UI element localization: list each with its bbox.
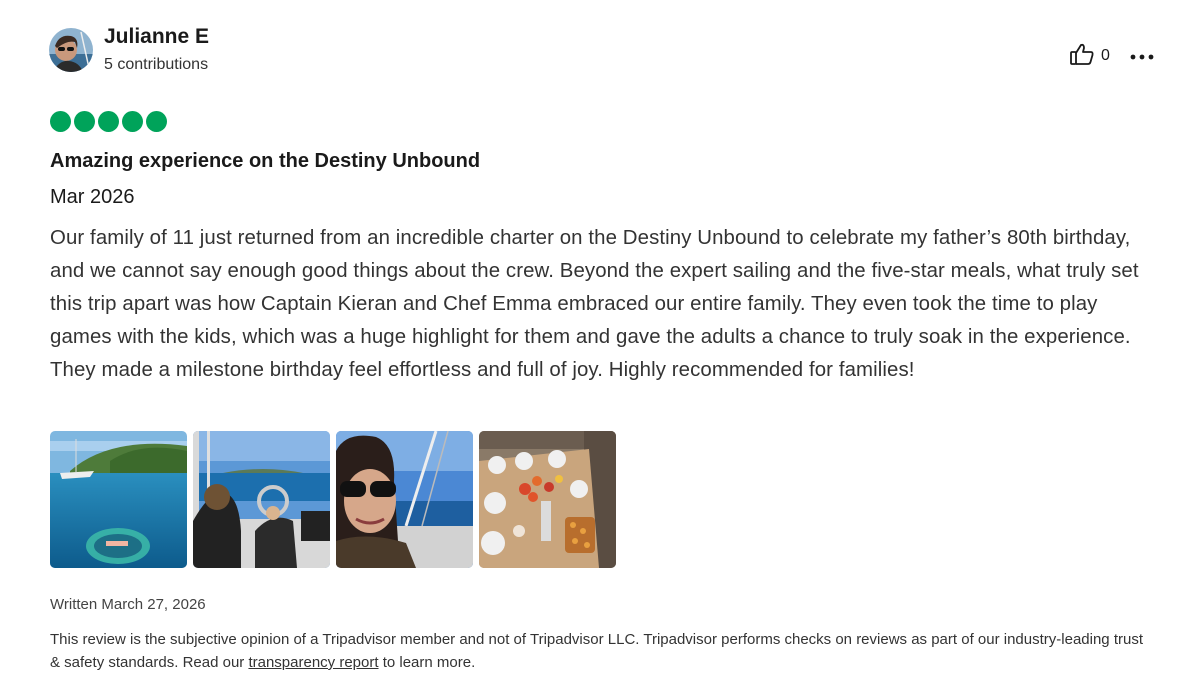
rating-bubble-icon [122, 111, 143, 132]
reviewer-name[interactable]: Julianne E [104, 25, 210, 48]
rating-bubble-icon [74, 111, 95, 132]
helpful-vote-button[interactable] [1069, 43, 1110, 69]
avatar[interactable] [49, 28, 93, 72]
more-dots-icon [1130, 47, 1154, 65]
photo-dinner-table[interactable] [479, 431, 616, 568]
transparency-report-link[interactable]: transparency report [248, 654, 379, 671]
rating-bubble-icon [98, 111, 119, 132]
disclaimer-text-end: to learn more. [378, 654, 476, 671]
disclaimer-text: This review is the subjective opinion of a Tripadvisor member and not of Tripadvisor LLC. Tripadvisor performs checks on reviews as part of our industry-leading trust & safety standards. Read our [50, 631, 1143, 671]
rating-bubble-icon [50, 111, 71, 132]
review-disclaimer [50, 628, 1150, 674]
photo-strip [50, 431, 616, 568]
contributions-count: 5 contributions [104, 56, 209, 73]
rating-bubbles [50, 111, 167, 132]
helpful-count: 0 [1101, 47, 1110, 64]
photo-catamaran-helm[interactable] [193, 431, 330, 568]
review-body: Our family of 11 just returned from an incredible charter on the Destiny Unbound to celebrate my father’s 80th birthday, and we cannot say enough good things about the crew. Beyond the expert sailing and the five-star meals, what truly set this trip apart was how Captain Kieran and Chef Emma embraced our entire family. They even took the time to play games with the kids, which was a huge highlight for them and gave the adults a chance to truly soak in the experience. They made a milestone birthday feel effortless and full of joy. Highly recommended for families! [50, 227, 1139, 381]
written-date: Written March 27, 2026 [50, 596, 206, 613]
photo-boat-anchored-bay[interactable] [50, 431, 187, 568]
more-options-button[interactable] [1128, 43, 1156, 69]
thumbs-up-icon [1069, 42, 1095, 71]
review-title[interactable]: Amazing experience on the Destiny Unbound [50, 150, 481, 172]
review-date: Mar 2026 [50, 186, 135, 208]
photo-selfie-sailing[interactable] [336, 431, 473, 568]
rating-bubble-icon [146, 111, 167, 132]
